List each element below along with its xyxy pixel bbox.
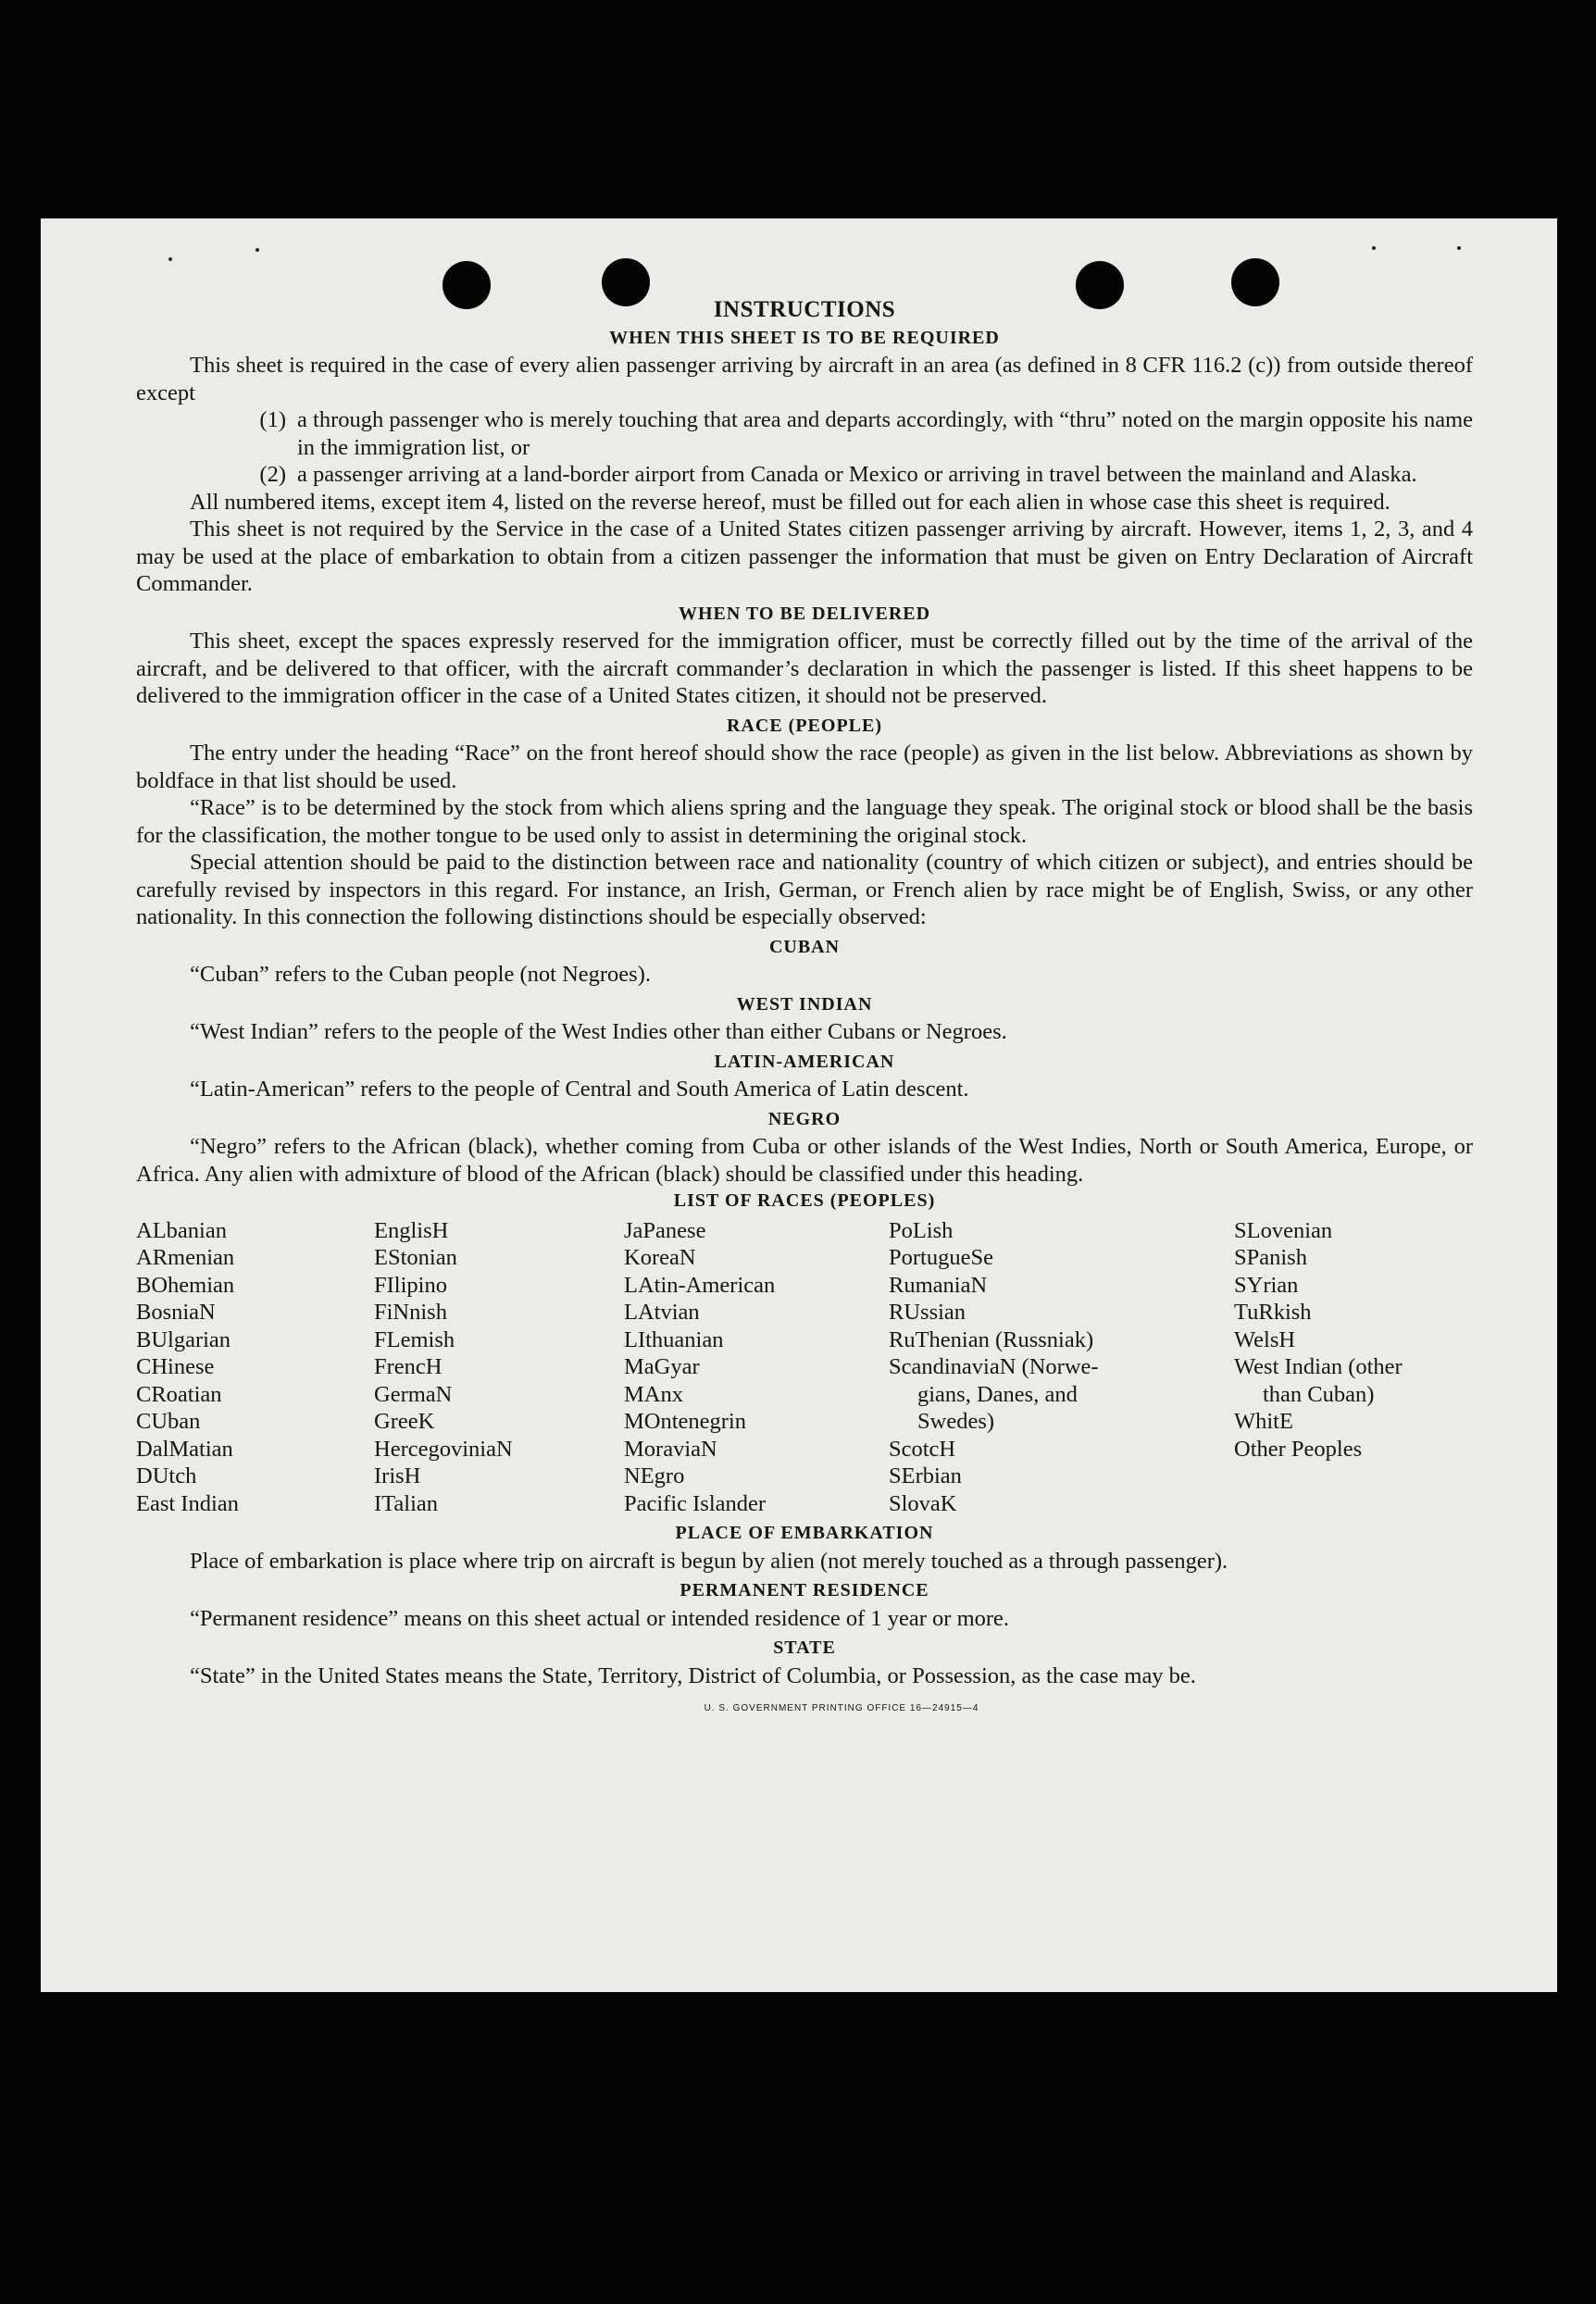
race-entry: FIlipino xyxy=(374,1272,447,1298)
race-entry: ITalian xyxy=(374,1490,439,1516)
race-entry: DalMatian xyxy=(136,1436,233,1462)
race-entry: SlovaK xyxy=(889,1490,957,1516)
paper-speck xyxy=(256,248,259,252)
race-entry: LAtvian xyxy=(624,1300,700,1325)
race-entry: RUssian xyxy=(889,1300,966,1325)
race-entry: BOhemian xyxy=(136,1272,235,1298)
race-entry: HercegoviniaN xyxy=(374,1436,513,1462)
section-heading: PLACE OF EMBARKATION xyxy=(675,1523,934,1543)
race-entry: MaGyar xyxy=(624,1354,700,1379)
item-text: a through passenger who is merely touching that area and departs accordingly, with “thru” noted on the margin opposite his name in the immigration list, or xyxy=(297,407,1473,460)
paragraph: This sheet is not required by the Service in the case of a United States citizen passenger arriving by aircraft. However, items 1, 2, 3, and 4 may be used at the place of embarkation to obtain from a citizen passenger the information that must be given on Entry Declaration of Aircraft Commander. xyxy=(136,517,1473,596)
section-heading: STATE xyxy=(773,1638,836,1658)
document-sheet xyxy=(41,218,1557,1992)
section-heading: CUBAN xyxy=(768,936,841,957)
section-heading: NEGRO xyxy=(767,1108,842,1129)
race-entry: East Indian xyxy=(136,1490,239,1516)
race-entry: FiNnish xyxy=(374,1300,447,1325)
race-entry: SPanish xyxy=(1234,1245,1307,1270)
race-entry: IrisH xyxy=(374,1463,421,1488)
race-entry-continued: Swedes) xyxy=(917,1409,995,1434)
race-entry: FLemish xyxy=(374,1326,455,1352)
race-list xyxy=(136,1217,1473,1518)
race-entry: Pacific Islander xyxy=(624,1490,767,1516)
paragraph: “Permanent residence” means on this sheet actual or intended residence of 1 year or more. xyxy=(190,1605,1010,1631)
race-entry: RuThenian (Russniak) xyxy=(889,1326,1094,1352)
race-entry: MOntenegrin xyxy=(624,1409,746,1434)
race-entry: ARmenian xyxy=(136,1245,235,1270)
race-entry: WhitE xyxy=(1234,1409,1293,1434)
race-entry: WelsH xyxy=(1234,1326,1296,1352)
race-entry: PoLish xyxy=(889,1217,954,1243)
race-entry: MAnx xyxy=(624,1381,683,1407)
race-entry: LIthuanian xyxy=(624,1326,724,1352)
paragraph: This sheet, except the spaces expressly reserved for the immigration officer, must be correctly filled out by the time of the arrival of the aircraft, and be delivered to that officer, with the aircraft commander’s declaration in which the passenger is listed. If this sheet happens to be delivered to the immigration officer in the case of a United States citizen, it should not be preserved. xyxy=(136,629,1473,708)
paragraph: “State” in the United States means the State, Territory, District of Columbia, or Possession, as the case may be. xyxy=(190,1663,1196,1688)
race-entry-continued: gians, Danes, and xyxy=(917,1381,1078,1407)
paragraph: Special attention should be paid to the distinction between race and nationality (country of which citizen or subject), and entries should be carefully revised by inspectors in this regard. For instance, an Irish, German, or French alien by race might be of English, Swiss, or any other nationality. In this connection the following distinctions should be especially observed: xyxy=(136,850,1473,929)
race-entry: ScandinaviaN (Norwe- xyxy=(889,1354,1099,1379)
race-entry: GermaN xyxy=(374,1381,453,1407)
section-heading: WHEN THIS SHEET IS TO BE REQUIRED xyxy=(609,327,1000,348)
exception-item xyxy=(136,461,1473,489)
race-entry: SLovenian xyxy=(1234,1217,1333,1243)
race-entry: SErbian xyxy=(889,1463,962,1488)
paragraph: This sheet is required in the case of every alien passenger arriving by aircraft in an area (as defined in 8 CFR 116.2 (c)) from outside thereof except xyxy=(136,353,1473,405)
section-heading: WHEN TO BE DELIVERED xyxy=(678,603,931,624)
paragraph: “Cuban” refers to the Cuban people (not Negroes). xyxy=(190,962,651,987)
race-entry: PortugueSe xyxy=(889,1245,993,1270)
race-entry: NEgro xyxy=(624,1463,685,1488)
paragraph: All numbered items, except item 4, listed on the reverse hereof, must be filled out for each alien in whose case this sheet is required. xyxy=(190,489,1390,515)
section-heading: RACE (PEOPLE) xyxy=(727,715,882,736)
race-entry: FrencH xyxy=(374,1354,443,1379)
exception-item xyxy=(136,406,1473,461)
race-column xyxy=(374,1217,624,1518)
race-entry: BosniaN xyxy=(136,1300,216,1325)
item-number: (2) xyxy=(259,462,286,487)
printing-office-footer: U. S. GOVERNMENT PRINTING OFFICE 16—24915—4 xyxy=(704,1703,979,1713)
race-entry: LAtin-American xyxy=(624,1272,776,1298)
race-column xyxy=(136,1217,374,1518)
page-title: INSTRUCTIONS xyxy=(713,297,896,322)
paper-speck xyxy=(168,257,172,261)
section-heading: LATIN-AMERICAN xyxy=(714,1051,895,1072)
race-column xyxy=(624,1217,889,1518)
race-entry: BUlgarian xyxy=(136,1326,231,1352)
section-heading: WEST INDIAN xyxy=(736,993,873,1015)
race-entry-continued: than Cuban) xyxy=(1263,1381,1375,1407)
paragraph: “Negro” refers to the African (black), whether coming from Cuba or other islands of the West Indies, North or South America, Europe, or Africa. Any alien with admixture of blood of the African (black) should be classified under this heading. xyxy=(136,1134,1473,1187)
race-entry: EnglisH xyxy=(374,1217,449,1243)
race-entry: CHinese xyxy=(136,1354,215,1379)
race-entry: GreeK xyxy=(374,1409,435,1434)
race-entry: DUtch xyxy=(136,1463,197,1488)
item-number: (1) xyxy=(259,407,286,432)
race-entry: CUban xyxy=(136,1409,201,1434)
race-entry: CRoatian xyxy=(136,1381,222,1407)
paragraph: “West Indian” refers to the people of the West Indies other than either Cubans or Negroes. xyxy=(190,1019,1007,1044)
race-column xyxy=(1234,1217,1473,1518)
race-entry: JaPanese xyxy=(624,1217,706,1243)
section-heading: PERMANENT RESIDENCE xyxy=(680,1580,929,1600)
race-entry: RumaniaN xyxy=(889,1272,988,1298)
race-entry: MoraviaN xyxy=(624,1436,717,1462)
race-entry: SYrian xyxy=(1234,1272,1299,1298)
race-entry: ALbanian xyxy=(136,1217,227,1243)
race-entry: KoreaN xyxy=(624,1245,696,1270)
race-entry: EStonian xyxy=(374,1245,457,1270)
race-entry: TuRkish xyxy=(1234,1300,1312,1325)
paragraph: “Latin-American” refers to the people of Central and South America of Latin descent. xyxy=(190,1077,969,1102)
race-column xyxy=(889,1217,1234,1518)
section-heading: LIST OF RACES (PEOPLES) xyxy=(673,1190,936,1211)
paper-speck xyxy=(1372,246,1376,250)
instructions-content xyxy=(136,296,1473,1723)
paragraph: Place of embarkation is place where trip on aircraft is begun by alien (not merely touched as a through passenger). xyxy=(190,1548,1228,1574)
paragraph: The entry under the heading “Race” on the front hereof should show the race (people) as given in the list below. Abbreviations as shown by boldface in that list should be used. xyxy=(136,741,1473,793)
paper-speck xyxy=(1457,246,1461,250)
race-entry: ScotcH xyxy=(889,1436,956,1462)
item-text: a passenger arriving at a land-border airport from Canada or Mexico or arriving in travel between the mainland and Alaska. xyxy=(297,462,1417,487)
race-entry: West Indian (other xyxy=(1234,1354,1403,1379)
paragraph: “Race” is to be determined by the stock from which aliens spring and the language they speak. The original stock or blood shall be the basis for the classification, the mother tongue to be used only to assist in determining the original stock. xyxy=(136,795,1473,848)
race-entry: Other Peoples xyxy=(1234,1436,1363,1462)
